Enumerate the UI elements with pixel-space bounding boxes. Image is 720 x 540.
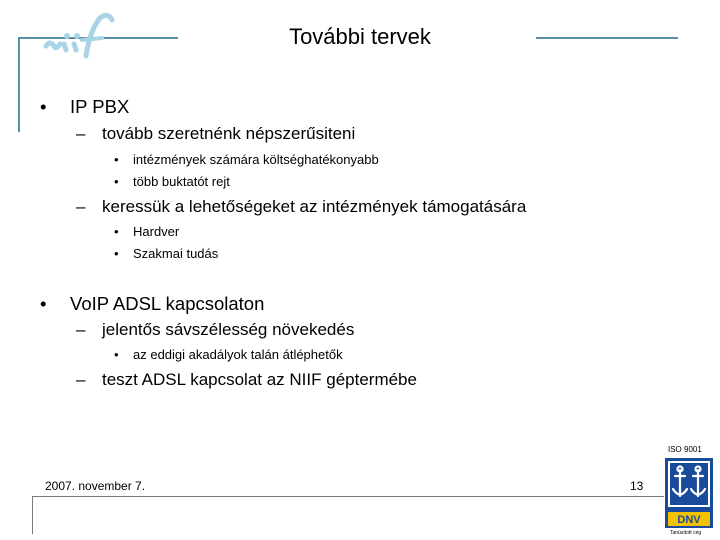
dot-marker: • [114,224,119,239]
header-rule-vertical [18,37,20,132]
footer-rule [32,496,664,497]
dot-marker: • [114,152,119,167]
bullet-marker: • [40,293,47,314]
page-number: 13 [630,479,644,493]
certified-company-label: Tanúsított cég [670,530,702,536]
footer-date: 2007. november 7. [45,479,146,493]
sub-bullet-test-adsl: teszt ADSL kapcsolat az NIIF géptermébe [102,370,417,389]
dnv-certification-logo [665,458,713,528]
sub-bullet-support: keressük a lehetőségeket az intézmények támogatására [102,197,527,216]
dash-marker: – [76,197,86,216]
dnv-text: DNV [677,514,701,526]
item-expertise: Szakmai tudás [133,246,219,261]
dnv-anchor-icon [665,458,713,528]
bullet-marker: • [40,96,47,117]
sub-bullet-bandwidth: jelentős sávszélesség növekedés [102,320,355,339]
item-obstacles: az eddigi akadályok talán átléphetők [133,347,343,362]
niif-logo [40,10,140,65]
dot-marker: • [114,246,119,261]
item-hardware: Hardver [133,224,180,239]
footer-rule-vertical [32,496,33,534]
dash-marker: – [76,370,86,389]
dot-marker: • [114,174,119,189]
item-pitfalls: több buktatót rejt [133,174,230,189]
item-cost-effective: intézmények számára költséghatékonyabb [133,152,379,167]
bullet-ip-pbx: IP PBX [70,96,130,117]
sub-bullet-popularize: tovább szeretnénk népszerűsiteni [102,124,356,143]
dash-marker: – [76,320,86,339]
dot-marker: • [114,347,119,362]
slide-title: További tervek [289,24,431,49]
bullet-voip-adsl: VoIP ADSL kapcsolaton [70,293,265,314]
iso-label: ISO 9001 [668,445,702,454]
header-rule-right [536,37,678,39]
dash-marker: – [76,124,86,143]
